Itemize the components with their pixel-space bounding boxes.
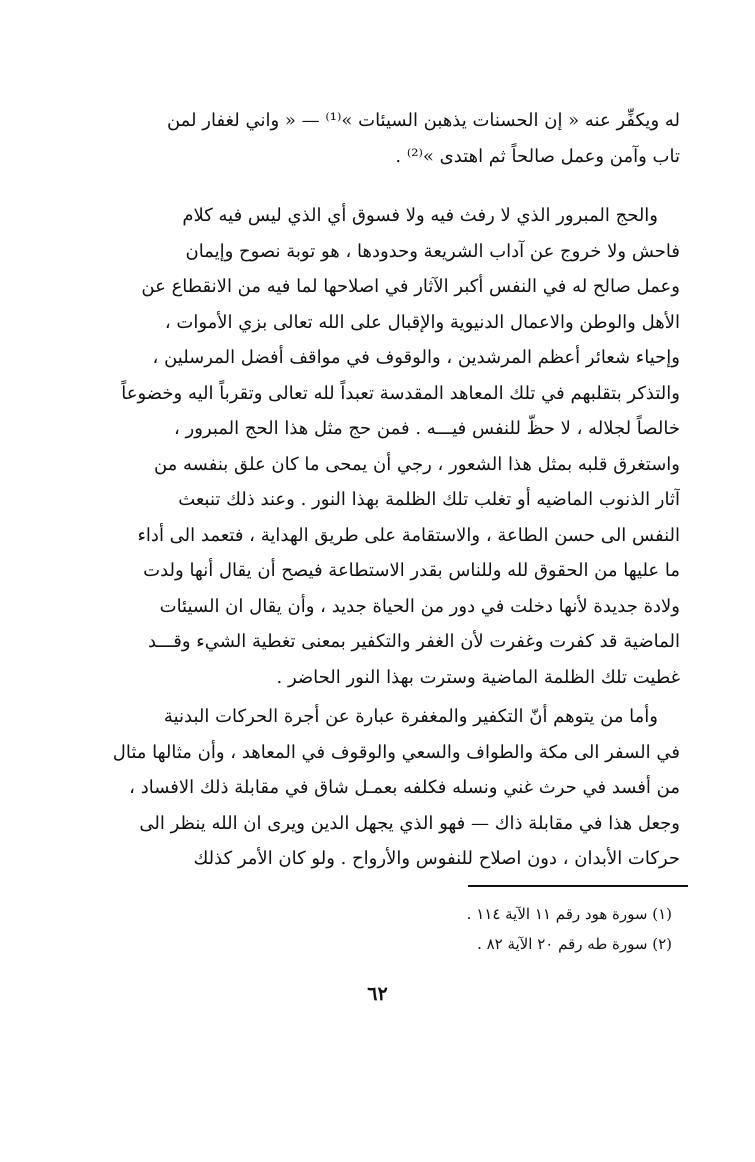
text-line: وعمل صالح له في النفس أكبر الآثار في اصلاحها لما فيه من الانقطاع عن [141,276,680,297]
text-line: فاحش ولا خروج عن آداب الشريعة وحدودها ، هو توبة نصوح وإيمان [185,240,680,262]
footnote-1: (١) سورة هود رقم ١١ الآية ١١٤ . [466,905,672,923]
text-line: واستغرق قلبه بمثل هذا الشعور ، رجي أن يمحى ما كان علق بنفسه من [153,453,680,475]
text-line: ما عليها من الحقوق لله وللناس بقدر الاستطاعة فيصح أن يقال أنها ولدت [143,560,680,581]
text-line: آثار الذنوب الماضيه أو تغلب تلك الظلمة بهذا النور . وعند ذلك تنبعث [178,489,680,510]
text-line: والتذكر بتقلبهم في تلك المعاهد المقدسة تعبداً لله تعالى وتقرباً اليه وخضوعاً [121,382,680,404]
text-line: والحج المبرور الذي لا رفث فيه ولا فسوق أي الذي ليس فيه كلام [182,205,658,226]
footnote-2: (٢) سورة طه رقم ٢٠ الآية ٨٢ . [477,935,672,953]
text-line: غطيت تلك الظلمة الماضية وسترت بهذا النور الحاضر . [276,666,680,688]
text-line: وأما من يتوهم أنّ التكفير والمغفرة عبارة عن أجرة الحركات البدنية [163,706,658,727]
text-line: في السفر الى مكة والطواف والسعي والوقوف في المعاهد ، وأن مثالها مثال [112,741,680,763]
text-line: الماضية قد كفرت وغفرت لأن الغفر والتكفير بمعنى تغطية الشيء وقـــد [147,631,680,652]
text-line: النفس الى حسن الطاعة ، والاستقامة على طريق الهداية ، فتعمد الى أداء [137,524,680,546]
text-line: حركات الأبدان ، دون اصلاح للنفوس والأرواح . ولو كان الأمر كذلك [193,848,680,869]
text-line: له ويكفِّر عنه « إن الحسنات يذهبن السيئات »⁽¹⁾ — « واني لغفار لمن [166,110,680,131]
text-line: تاب وآمن وعمل صالحاً ثم اهتدى »⁽²⁾ . [395,145,680,167]
third-paragraph [100,699,680,877]
text-line: وجعل هذا في مقابلة ذاك — فهو الذي يجهل الدين ويرى ان الله ينظر الى [139,812,680,834]
text-line: من أفسد في حرث غني ونسله فكلفه بعمـل شاق في مقابلة ذلك الافساد ، [129,777,680,798]
text-line: الأهل والوطن والاعمال الدنيوية والإقبال على الله تعالى بزي الأموات ، [164,311,680,333]
text-line: ولادة جديدة لأنها دخلت في دور من الحياة جديد ، وأن يقال ان السيئات [159,595,680,617]
footnotes [300,899,672,959]
page-number: ٦٢ [367,983,388,1005]
second-paragraph [100,198,680,695]
text-line: وإحياء شعائر أعظم المرشدين ، والوقوف في مواقف أفضل المرسلين ، [152,347,680,368]
opening-paragraph [100,103,680,174]
footnote-divider [468,885,688,887]
text-line: خالصاً لجلاله ، لا حظّ للنفس فيـــه . فمن حج مثل هذا الحج المبرور ، [174,418,680,439]
